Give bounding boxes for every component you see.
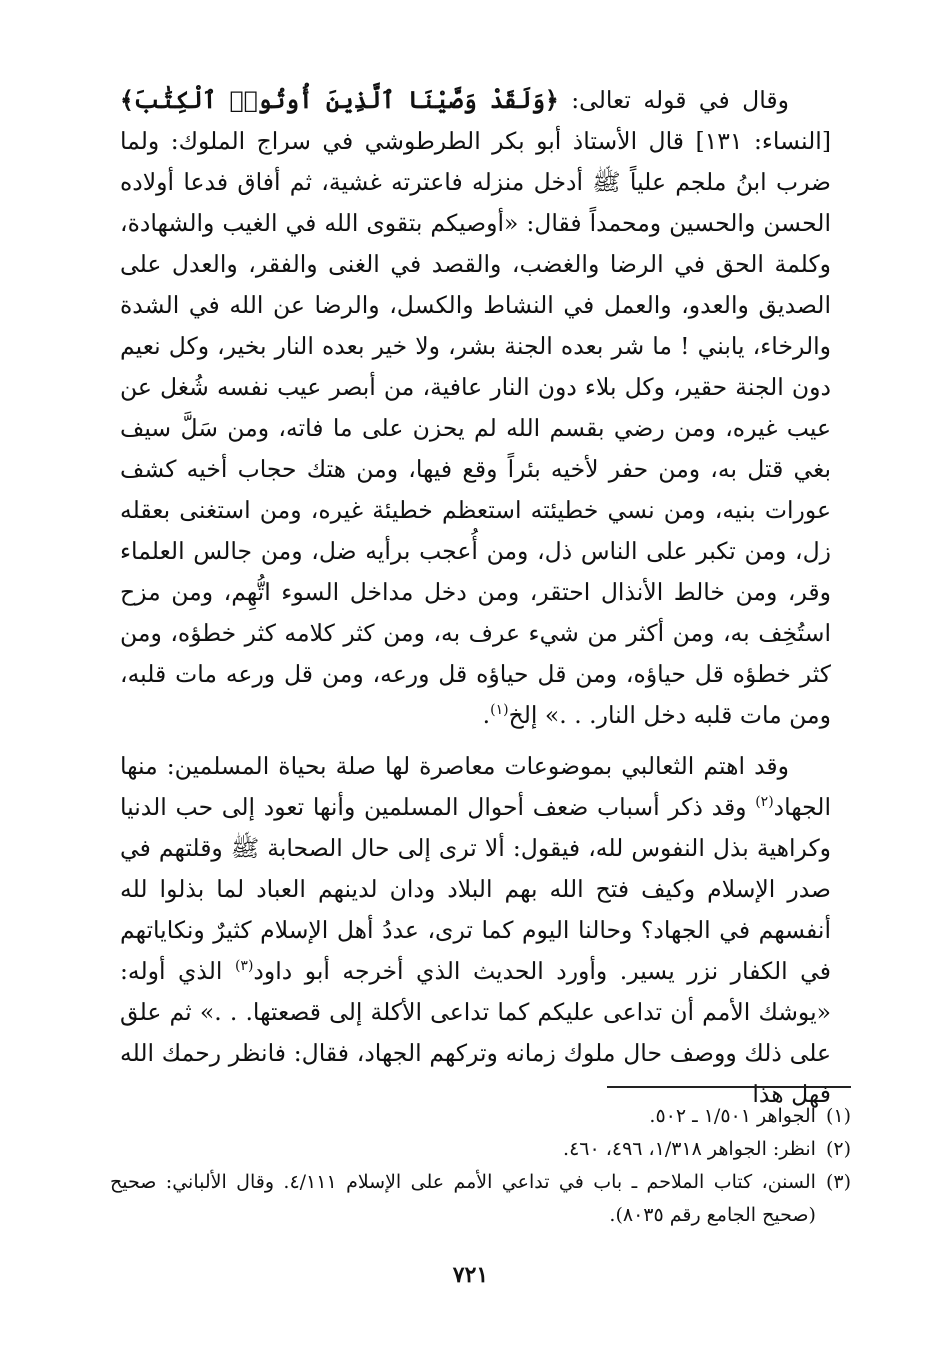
footnote-ref-2: (٢) [755,794,774,811]
paragraph-2 [120,746,831,1115]
footnote-number: (١) [825,1105,851,1127]
page-number: ٧٢١ [452,1262,489,1288]
quran-verse: ﴿وَلَقَدْ وَصَّيْنَا ٱلَّذِينَ أُوتُوا۟ ٱلْكِتَٰبَ﴾ [120,86,559,114]
footnote-1 [110,1100,851,1133]
paragraph-2-start: وقد اهتم الثعالبي بموضوعات معاصرة لها صلة بحياة المسلمين: منها الجهاد [120,752,831,821]
footnote-number: (٢) [825,1138,851,1160]
paragraph-2-middle: وقد ذكر أسباب ضعف أحوال المسلمين وأنها تعود إلى حب الدنيا وكراهية بذل النفوس لله، فيقول: ألا ترى إلى حال الصحابة ﷺ وقلتهم في صدر الإسلام وكيف فتح الله بهم البلاد ودان لدينهم العباد لما بذلوا لله أنفسهم في الجهاد؟ وحالنا اليوم كما ترى، عددُ أهل الإسلام كثيرٌ ونكاياتهم في الكفار نزر يسير. وأورد الحديث الذي أخرجه أبو داود [120,793,831,985]
footnote-3 [110,1166,851,1232]
main-text [120,80,831,1115]
paragraph-1-end: . [482,701,491,729]
paragraph-1 [120,80,831,736]
footnote-divider [607,1086,851,1088]
paragraph-2-end: الذي أوله: «يوشك الأمم أن تداعى عليكم كما تداعى الأكلة إلى قصعتها. . .» ثم علق على ذلك ووصف حال ملوك زمانه وتركهم الجهاد، فقال: فانظر رحمك الله فهل هذا [120,957,831,1108]
footnote-text: الجواهر ١/٥٠١ ـ ٥٠٢. [649,1105,816,1127]
footnote-text: السنن، كتاب الملاحم ـ باب في تداعي الأمم على الإسلام ٤/١١١. وقال الألباني: صحيح (صحيح الجامع رقم ٨٠٣٥). [110,1171,816,1226]
footnote-ref-1: (١) [490,702,509,719]
footnotes [110,1100,851,1232]
footnote-ref-3: (٣) [234,958,254,975]
footnote-text: انظر: الجواهر ١/٣١٨، ٤٩٦، ٤٦٠. [563,1138,816,1160]
paragraph-1-intro: وقال في قوله تعالى: [558,86,789,114]
footnote-number: (٣) [825,1171,851,1193]
footnote-2 [110,1133,851,1166]
paragraph-1-text: [النساء: ١٣١] قال الأستاذ أبو بكر الطرطوشي في سراج الملوك: ولما ضرب ابنُ ملجم علياً ﷺ أدخل منزله فاعترته غشية، ثم أفاق فدعا أولاده الحسن والحسين ومحمداً فقال: «أوصيكم بتقوى الله في الغيب والشهادة، وكلمة الحق في الرضا والغضب، والقصد في الغنى والفقر، والعدل على الصديق والعدو، والعمل في النشاط والكسل، والرضا عن الله في الشدة والرخاء، يابني ! ما شر بعده الجنة بشر، ولا خير بعده النار بخير، وكل نعيم دون الجنة حقير، وكل بلاء دون النار عافية، من أبصر عيب نفسه شُغل عن عيب غيره، ومن رضي بقسم الله لم يحزن على ما فاته، ومن سَلَّ سيف بغي قتل به، ومن حفر لأخيه بئراً وقع فيها، ومن هتك حجاب أخيه كشف عورات بنيه، ومن نسي خطيئته استعظم خطيئة غيره، ومن استغنى بعقله زل، ومن تكبر على الناس ذل، ومن أُعجب برأيه ضل، ومن جالس العلماء وقر، ومن خالط الأنذال احتقر، ومن دخل مداخل السوء اتُّهِم، ومن مزح استُخِف به، ومن أكثر من شيء عرف به، ومن كثر كلامه كثر خطؤه، ومن كثر خطؤه قل حياؤه، ومن قل حياؤه قل ورعه، ومن قل ورعه مات قلبه، ومن مات قلبه دخل النار. . .» إلخ [120,127,831,729]
